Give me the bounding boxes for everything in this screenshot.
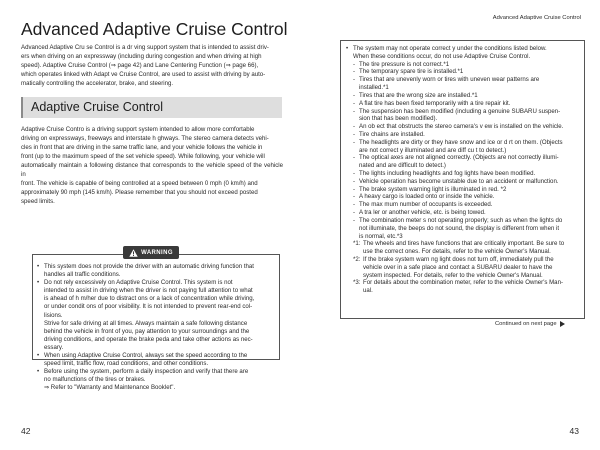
intro-line: speed). Adaptive Cruise Control (⇒ page 42) and Lane Centering Function (⇒ page 66), (21, 61, 259, 69)
dash-icon: - (353, 193, 356, 201)
condition-line: Vehicle operation has become unstable due to an accident or malfunction. (359, 177, 559, 185)
body-line: front (up to the maximum speed of the set vehicle speed). While following, your vehicle will (21, 152, 265, 160)
bullet-icon: • (37, 352, 40, 360)
condition-line: not illuminate, the beeps do not sound, the display is different from when it (359, 224, 560, 232)
condition-line: The max mum number of occupants is exceeded. (359, 201, 493, 209)
condition-item (353, 154, 580, 170)
warning-line: speed limit, traffic flow, road conditions, and other conditions. (44, 360, 209, 368)
warning-line: Before using the system, perform a daily inspection and verify that there are (44, 368, 249, 376)
footnote-item (353, 240, 580, 256)
body-line: automatically maintain a following distance that corresponds to the vehicle speed of the vehicle in (21, 161, 283, 178)
condition-line: The brake system warning light is illuminated in red. *2 (359, 185, 507, 193)
condition-list (346, 61, 580, 241)
warning-line: intended to assist in driving when the driver is not paying full attention to what (44, 287, 253, 295)
condition-line: nated and are difficult to detect.) (359, 162, 446, 170)
condition-line: The optical axes are not aligned correctly. (Objects are not correctly illumi- (359, 154, 559, 162)
condition-item (353, 131, 580, 139)
footnote-list (346, 240, 580, 295)
condition-item (353, 100, 580, 108)
body-line: cles in front that are driving in the same traffic lane, and your vehicle follows the vehicle in (21, 143, 263, 151)
running-head: Advanced Adaptive Cruise Control (492, 15, 581, 21)
condition-item (353, 123, 580, 131)
warning-item (37, 368, 275, 392)
condition-line: Tire chains are installed. (359, 130, 425, 138)
warning-line: or under condit ons of poor visibility. It is not intended to prevent rear-end col- (44, 303, 253, 311)
condition-item (353, 178, 580, 186)
condition-line: The tire pressure is not correct.*1 (359, 60, 450, 68)
condition-line: The suspension has been modified (including a genuine SUBARU suspen- (359, 107, 561, 115)
condition-item (353, 186, 580, 194)
body-line: Adaptive Cruise Contro is a driving support system intended to allow more comfortable (21, 126, 255, 133)
footnote-mark: *3: (353, 279, 361, 287)
footnote-line: For details about the combination meter, refer to the vehicle Owner's Man- (363, 279, 563, 287)
section-title: Adaptive Cruise Control (31, 100, 164, 114)
warning-line: essary. (44, 343, 64, 351)
warning-line: Do not rely excessively on Adaptive Cruise Control. This system is not (44, 279, 233, 287)
dash-icon: - (353, 154, 356, 162)
triangle-right-icon (560, 321, 565, 327)
footnote-item (353, 256, 580, 279)
warning-box (32, 249, 280, 392)
condition-line: Tires that are the wrong size are installed.*1 (359, 91, 478, 99)
condition-line: The combination meter s not operating properly; such as when the lights do (359, 216, 563, 224)
bullet-icon: • (37, 279, 40, 287)
footnote-mark: *2: (353, 255, 361, 263)
warning-line: handles all traffic conditions. (44, 271, 121, 279)
condition-item (353, 76, 580, 92)
condition-line: A tra ler or another vehicle, etc. is being towed. (359, 209, 486, 217)
warning-item (37, 352, 275, 368)
warning-line: behind the vehicle in front of you, pay attention to your surroundings and the (44, 327, 250, 335)
warning-line: When using Adaptive Cruise Control, always set the speed according to the (44, 352, 248, 360)
condition-line: An ob ect that obstructs the stereo camera's v ew is installed on the vehicle. (359, 123, 564, 131)
warning-item (37, 263, 275, 279)
dash-icon: - (353, 123, 356, 131)
intro-paragraph (21, 44, 283, 89)
footnote-line: If the brake system warn ng light does not turn off, immediately pull the (363, 255, 554, 263)
condition-item (353, 92, 580, 100)
dash-icon: - (353, 68, 356, 76)
condition-line: The lights including headlights and fog lights have been modified. (359, 170, 536, 177)
dash-icon: - (353, 91, 356, 99)
warning-line: Strive for safe driving at all times. Always maintain a safe following distance (44, 319, 248, 327)
condition-item (353, 201, 580, 209)
condition-item (353, 209, 580, 217)
condition-item (353, 217, 580, 240)
warning-line: This system does not provide the driver with an automatic driving function that (44, 263, 254, 270)
bullet-icon: • (37, 263, 40, 270)
continued-link[interactable] (495, 321, 565, 327)
body-line: speed limits. (21, 197, 55, 205)
body-paragraph (21, 126, 283, 207)
footnote-line: ual. (363, 287, 373, 295)
dash-icon: - (353, 209, 356, 217)
dash-icon: - (353, 216, 356, 224)
footnote-mark: *1: (353, 240, 361, 248)
bullet-icon: • (346, 45, 349, 52)
body-line: driving on expressways, freeways and interstate h ghways. The stereo camera detects vehi- (21, 134, 269, 142)
note-lead (346, 45, 580, 61)
warning-line: no malfunctions of the tires or brakes. (44, 376, 146, 384)
footnote-line: use the correct ones. For details, refer to the vehicle Owner's Manual. (363, 248, 551, 256)
dash-icon: - (353, 138, 356, 146)
condition-line: Tires that are unevenly worn or tires with uneven wear patterns are (359, 76, 540, 84)
condition-line: A flat tire has been fixed temporarily with a tire repair kit. (359, 99, 511, 107)
footnote-item (353, 279, 580, 295)
page-number-right: 43 (569, 426, 579, 436)
warning-tag (123, 246, 179, 259)
note-lead-line: The system may not operate correct y under the conditions listed below. (353, 45, 547, 52)
intro-line: matically controlling the accelerator, brake, and steering. (21, 79, 174, 87)
condition-line: The temporary spare tire is installed.*1 (359, 68, 464, 76)
warning-line: lisions. (44, 311, 63, 319)
condition-item (353, 170, 580, 178)
page-number-left: 42 (21, 426, 31, 436)
condition-item (353, 68, 580, 76)
continued-text: Continued on next page (495, 321, 557, 327)
note-lead-line: When these conditions occur, do not use Adaptive Cruise Control. (353, 52, 531, 60)
section-heading-bar (21, 97, 282, 118)
warning-line: ⇒ Refer to "Warranty and Maintenance Booklet". (44, 384, 176, 392)
condition-line: is normal, etc.*3 (359, 232, 403, 240)
warning-line: driving conditions, and operate the brake peda and take other actions as nec- (44, 335, 253, 343)
body-line: approximately 90 mph (145 km/h). Please remember that you should not exceed posted (21, 188, 258, 196)
dash-icon: - (353, 177, 356, 185)
intro-line: ers when driving on an expressway (including during congestion and when driving at high (21, 52, 262, 60)
note-box (340, 40, 585, 319)
body-line: front. The vehicle is capable of being controlled at a speed between 0 mph (0 km/h) and (21, 179, 258, 187)
dash-icon: - (353, 76, 356, 84)
condition-item (353, 139, 580, 155)
dash-icon: - (353, 107, 356, 115)
intro-line: Advanced Adaptive Cru se Control is a dr ving support system that is intended to assist driv- (21, 44, 269, 51)
dash-icon: - (353, 60, 356, 68)
condition-line: installed.*1 (359, 84, 389, 92)
warning-label: WARNING (141, 249, 173, 256)
intro-line: which operates linked with Adapt ve Cruise Control, are used to assist with driving by auto- (21, 70, 266, 78)
dash-icon: - (353, 130, 356, 138)
warning-item (37, 279, 275, 352)
condition-line: A heavy cargo is loaded onto or inside the vehicle. (359, 193, 495, 201)
dash-icon: - (353, 185, 356, 193)
dash-icon: - (353, 170, 356, 177)
warning-list (37, 263, 275, 393)
condition-item (353, 193, 580, 201)
condition-line: are not correct y illuminated and are diff cu t to detect.) (359, 146, 507, 154)
warning-triangle-icon (129, 249, 138, 257)
dash-icon: - (353, 201, 356, 209)
condition-line: The headlights are dirty or they have snow and ice or d rt on them. (Objects (359, 138, 563, 146)
bullet-icon: • (37, 368, 40, 376)
footnote-line: vehicle over in a safe place and contact a SUBARU dealer to have the (363, 263, 553, 271)
condition-item (353, 108, 580, 124)
footnote-line: system inspected. For details, refer to the vehicle Owner's Manual. (363, 271, 543, 279)
footnote-line: The wheels and tires have functions that are critically important. Be sure to (363, 240, 565, 248)
condition-line: sion that has been modified). (359, 115, 438, 123)
dash-icon: - (353, 99, 356, 107)
condition-item (353, 61, 580, 69)
warning-line: is ahead of h m/her due to distract ons or a lack of concentration while driving, (44, 295, 255, 303)
page-title: Advanced Adaptive Cruise Control (21, 19, 288, 39)
